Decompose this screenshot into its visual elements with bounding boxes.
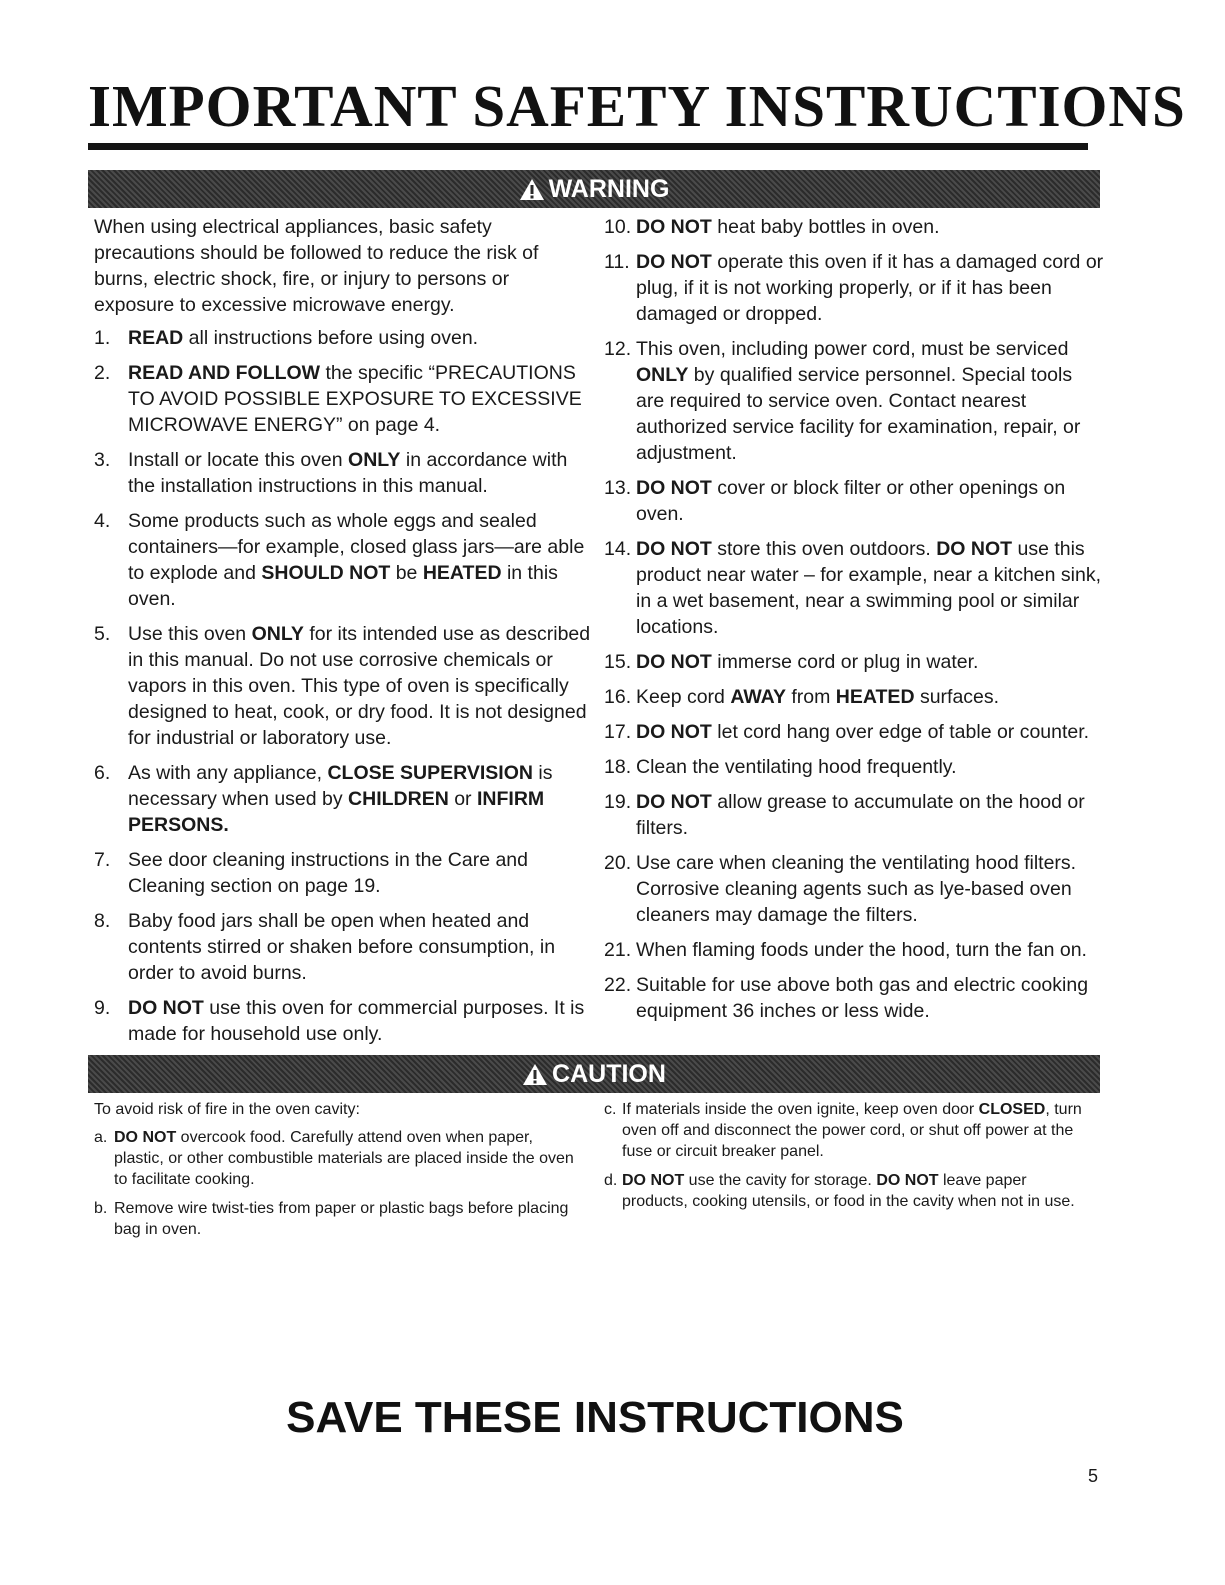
warning-item — [94, 325, 594, 351]
body-text: overcook food. Carefully attend oven when paper, plastic, or other combustible materials are placed inside the oven to facilitate cooking. — [114, 1129, 574, 1188]
warning-icon — [519, 178, 545, 201]
emphasis-text: CLOSED — [978, 1101, 1046, 1118]
emphasis-text: DO NOT — [636, 651, 712, 673]
emphasis-text: ONLY — [348, 449, 401, 471]
warning-item — [604, 754, 1104, 780]
body-text: in this oven. — [128, 562, 558, 610]
warning-item — [604, 937, 1104, 963]
body-text: heat baby bottles in oven. — [711, 216, 940, 238]
warning-item-text — [128, 325, 594, 351]
body-text: the specific “PRECAUTIONS TO AVOID POSSIBLE EXPOSURE TO EXCESSIVE MICROWAVE ENERGY” on page 4. — [128, 362, 582, 436]
body-text: Keep cord — [636, 686, 731, 708]
emphasis-text: SHOULD NOT — [261, 562, 391, 584]
warning-item — [94, 847, 594, 899]
warning-item-number: 6. — [94, 762, 111, 784]
body-text: When flaming foods under the hood, turn the fan on. — [636, 939, 1087, 961]
body-text: for its intended use as described in this manual. Do not use corrosive chemicals or vapors in this oven. This type of oven is specifically designed to heat, cook, or dry food. It is not designed for industrial or laboratory use. — [128, 623, 591, 749]
warning-item — [604, 789, 1104, 841]
warning-item-text — [128, 760, 594, 838]
warning-item-text — [636, 937, 1104, 963]
warning-item — [604, 336, 1104, 466]
warning-item — [94, 908, 594, 986]
warning-item-number: 12. — [604, 338, 632, 360]
emphasis-text: DO NOT — [636, 791, 712, 813]
warning-item-text — [636, 972, 1104, 1024]
body-text: Suitable for use above both gas and electric cooking equipment 36 inches or less wide. — [636, 974, 1089, 1022]
body-text: from — [785, 686, 836, 708]
caution-right-column — [604, 1099, 1094, 1220]
emphasis-text: HEATED — [835, 686, 915, 708]
warning-item — [94, 760, 594, 838]
body-text: surfaces. — [914, 686, 1000, 708]
body-text: is necessary when used by — [128, 762, 553, 810]
warning-item-number: 15. — [604, 651, 632, 673]
body-text: leave paper products, cooking utensils, or food in the cavity when not in use. — [622, 1172, 1075, 1210]
warning-item-text — [128, 447, 594, 499]
warning-item-text — [636, 536, 1104, 640]
warning-item-text — [636, 719, 1104, 745]
page-number: 5 — [1088, 1466, 1099, 1486]
warning-right-column — [604, 214, 1104, 1033]
page-title: IMPORTANT SAFETY INSTRUCTIONS — [88, 73, 1186, 139]
warning-item — [604, 719, 1104, 745]
body-text: This oven, including power cord, must be serviced — [636, 338, 1069, 360]
body-text: Use care when cleaning the ventilating hood filters. Corrosive cleaning agents such as lye-based oven cleaners may damage the filters. — [636, 852, 1077, 926]
emphasis-text: DO NOT — [636, 216, 712, 238]
warning-item-number: 4. — [94, 510, 111, 532]
body-text: , turn oven off and disconnect the power cord, or shut off power at the fuse or circuit breaker panel. — [622, 1101, 1082, 1160]
warning-item-number: 5. — [94, 623, 111, 645]
warning-item-number: 1. — [94, 327, 111, 349]
body-text: all instructions before using oven. — [183, 327, 479, 349]
caution-banner — [88, 1055, 1100, 1093]
emphasis-text: DO NOT — [114, 1129, 177, 1146]
warning-item-number: 21. — [604, 939, 632, 961]
warning-banner — [88, 170, 1100, 208]
emphasis-text: DO NOT — [876, 1172, 939, 1189]
warning-item — [94, 995, 594, 1047]
warning-item-number: 10. — [604, 216, 632, 238]
emphasis-text: CHILDREN — [348, 788, 449, 810]
warning-item-text — [636, 649, 1104, 675]
body-text: Use this oven — [128, 623, 252, 645]
caution-item-text — [114, 1198, 584, 1240]
warning-item-number: 11. — [604, 251, 630, 273]
warning-item-text — [128, 360, 594, 438]
title-rule — [88, 143, 1088, 150]
caution-item-text — [622, 1099, 1094, 1162]
body-text: by qualified service personnel. Special tools are required to service oven. Contact nearest authorized service facility for examination, repair, or adjustment. — [636, 364, 1081, 464]
body-text: Remove wire twist-ties from paper or plastic bags before placing bag in oven. — [114, 1200, 569, 1238]
warning-item-text — [636, 850, 1104, 928]
emphasis-text: CLOSE SUPERVISION — [327, 762, 533, 784]
warning-item — [604, 475, 1104, 527]
caution-item-number: a. — [94, 1129, 108, 1146]
warning-item — [94, 447, 594, 499]
warning-item-text — [636, 684, 1104, 710]
caution-label: CAUTION — [552, 1059, 666, 1088]
warning-item-text — [128, 995, 594, 1047]
warning-item-number: 22. — [604, 974, 632, 996]
emphasis-text: DO NOT — [936, 538, 1013, 560]
emphasis-text: DO NOT — [636, 721, 712, 743]
warning-item-number: 2. — [94, 362, 111, 384]
warning-item — [604, 684, 1104, 710]
body-text: Some products such as whole eggs and sealed containers—for example, closed glass jars—are able to explode and — [128, 510, 585, 584]
body-text: store this oven outdoors. — [711, 538, 937, 560]
emphasis-text: DO NOT — [636, 477, 712, 499]
body-text: use the cavity for storage. — [684, 1172, 877, 1189]
body-text: As with any appliance, — [128, 762, 328, 784]
body-text: cover or block filter or other openings on oven. — [636, 477, 1066, 525]
body-text: Install or locate this oven — [128, 449, 349, 471]
emphasis-text: READ AND FOLLOW — [128, 362, 321, 384]
emphasis-text: READ — [128, 327, 184, 349]
warning-item — [604, 649, 1104, 675]
body-text: operate this oven if it has a damaged cord or plug, if it is not working properly, or if it has been damaged or dropped. — [636, 251, 1104, 325]
body-text: See door cleaning instructions in the Care and Cleaning section on page 19. — [128, 849, 528, 897]
body-text: If materials inside the oven ignite, keep oven door — [622, 1101, 979, 1118]
warning-item-number: 3. — [94, 449, 111, 471]
warning-item-number: 7. — [94, 849, 111, 871]
warning-item — [604, 536, 1104, 640]
body-text: allow grease to accumulate on the hood or filters. — [636, 791, 1085, 839]
emphasis-text: DO NOT — [622, 1172, 685, 1189]
body-text: use this product near water – for example, near a kitchen sink, in a wet basement, near a swimming pool or similar locations. — [636, 538, 1101, 638]
warning-item-text — [128, 508, 594, 612]
emphasis-text: DO NOT — [128, 997, 204, 1019]
warning-item-text — [128, 621, 594, 751]
warning-item-number: 18. — [604, 756, 632, 778]
caution-item-number: c. — [604, 1101, 617, 1118]
body-text: or — [448, 788, 477, 810]
warning-item-number: 8. — [94, 910, 111, 932]
caution-left-column — [94, 1099, 584, 1248]
body-text: in accordance with the installation instructions in this manual. — [128, 449, 568, 497]
warning-item-text — [636, 754, 1104, 780]
warning-item-text — [636, 336, 1104, 466]
emphasis-text: INFIRM PERSONS. — [128, 788, 545, 836]
caution-item-text — [114, 1127, 584, 1190]
save-instructions-footer: SAVE THESE INSTRUCTIONS — [286, 1393, 904, 1442]
warning-label: WARNING — [548, 174, 670, 203]
emphasis-text: DO NOT — [636, 538, 712, 560]
emphasis-text: DO NOT — [636, 251, 712, 273]
caution-item — [604, 1170, 1094, 1212]
warning-item-number: 14. — [604, 538, 632, 560]
warning-item-text — [636, 475, 1104, 527]
warning-item — [604, 972, 1104, 1024]
warning-item-text — [128, 908, 594, 986]
body-text: be — [390, 562, 423, 584]
warning-item-text — [636, 214, 1104, 240]
caution-item-number: d. — [604, 1172, 618, 1189]
warning-intro: When using electrical appliances, basic safety precautions should be followed to reduce the risk of burns, electric shock, fire, or injury to persons or exposure to excessive microwave energy. — [94, 216, 539, 316]
caution-item-text — [622, 1170, 1094, 1212]
body-text: let cord hang over edge of table or counter. — [711, 721, 1090, 743]
caution-item-number: b. — [94, 1200, 108, 1217]
emphasis-text: HEATED — [422, 562, 502, 584]
warning-item-number: 20. — [604, 852, 632, 874]
body-text: immerse cord or plug in water. — [711, 651, 979, 673]
warning-item — [604, 850, 1104, 928]
warning-item-number: 17. — [604, 721, 632, 743]
warning-item-number: 19. — [604, 791, 632, 813]
warning-item-text — [636, 789, 1104, 841]
emphasis-text: ONLY — [251, 623, 304, 645]
warning-item-number: 16. — [604, 686, 632, 708]
warning-item-number: 9. — [94, 997, 111, 1019]
body-text: use this oven for commercial purposes. It is made for household use only. — [128, 997, 585, 1045]
warning-item-text — [128, 847, 594, 899]
warning-item — [604, 214, 1104, 240]
body-text: Baby food jars shall be open when heated and contents stirred or shaken before consumption, in order to avoid burns. — [128, 910, 556, 984]
warning-item — [94, 621, 594, 751]
warning-item-text — [636, 249, 1104, 327]
warning-item-number: 13. — [604, 477, 632, 499]
warning-item — [604, 249, 1104, 327]
caution-item — [94, 1127, 584, 1190]
warning-item — [94, 360, 594, 438]
caution-item — [94, 1198, 584, 1240]
body-text: Clean the ventilating hood frequently. — [636, 756, 957, 778]
emphasis-text: ONLY — [636, 364, 689, 386]
warning-left-column — [94, 214, 594, 1056]
warning-item — [94, 508, 594, 612]
caution-icon — [522, 1063, 548, 1086]
caution-item — [604, 1099, 1094, 1162]
emphasis-text: AWAY — [730, 686, 786, 708]
caution-intro: To avoid risk of fire in the oven cavity: — [94, 1101, 360, 1118]
